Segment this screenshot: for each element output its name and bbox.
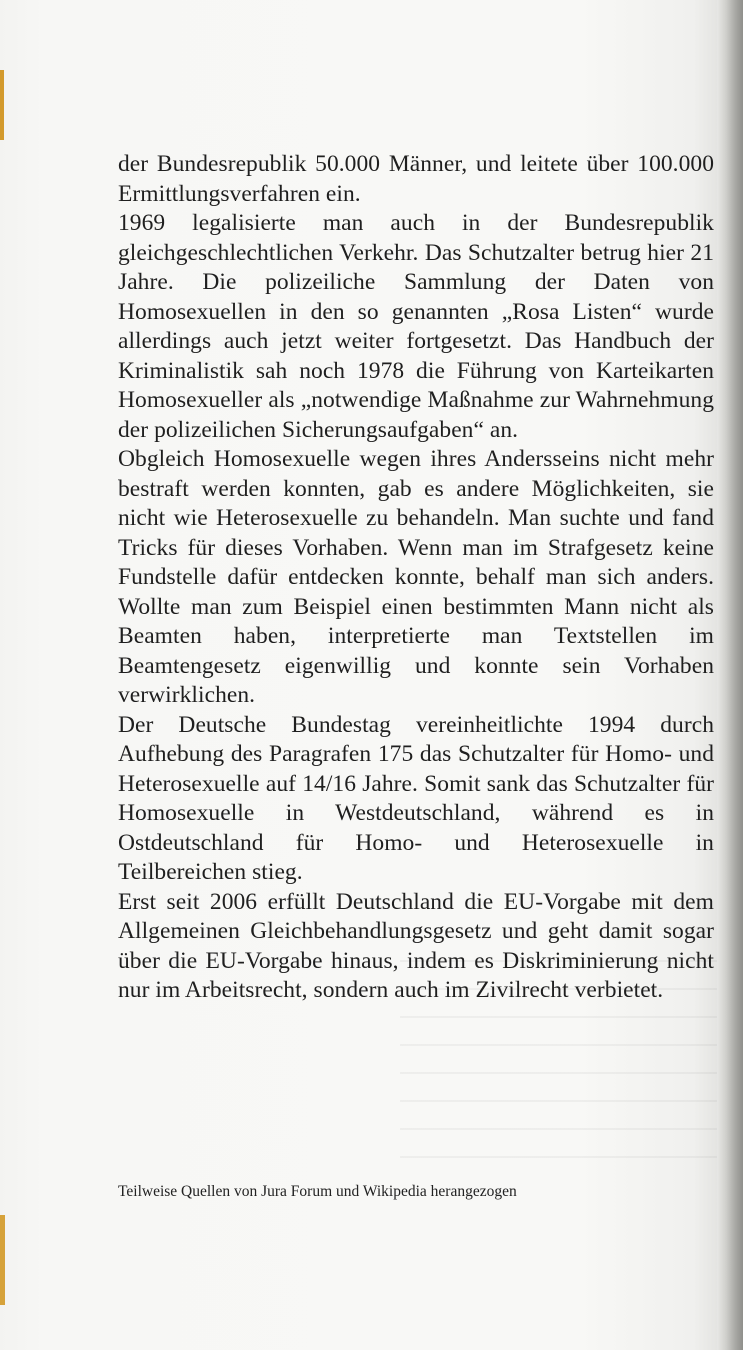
page-edge-left-top [0,70,4,140]
source-note: Teilweise Quellen von Jura Forum und Wikipedia herangezogen [118,1183,517,1200]
paragraph: Obgleich Homosexuelle wegen ihres Andersseins nicht mehr bestraft werden konnten, gab es andere Möglichkeiten, sie nicht wie Heterosexuelle zu behandeln. Man suchte und fand Tricks für dieses Vorhaben. Wenn man im Strafgesetz keine Fundstelle dafür entdecken konnte, behalf man sich anders. Wollte man zum Beispiel einen bestimmten Mann nicht als Beamten haben, interpretierte man Textstellen im Beamtengesetz eigenwillig und konnte sein Vorhaben verwirklichen. [118,446,714,708]
body-text [118,150,714,1006]
paragraph: Der Deutsche Bundestag vereinheitlichte 1994 durch Aufhebung des Paragrafen 175 das Schutzalter für Homo- und Heterosexuelle auf 14/16 Jahre. Somit sank das Schutzalter für Homosexuelle in Westdeutschland, während es in Ostdeutschland für Homo- und Heterosexuelle in Teilbereichen stieg. [118,711,714,885]
page-edge-shadow [717,0,743,1350]
page-edge-left-bottom [0,1215,5,1305]
paragraph: der Bundesrepublik 50.000 Männer, und leitete über 100.000 Ermittlungsverfahren ein. [118,151,714,207]
paragraph: 1969 legalisierte man auch in der Bundesrepublik gleichgeschlechtlichen Verkehr. Das Schutzalter betrug hier 21 Jahre. Die polizeiliche Sammlung der Daten von Homosexuellen in den so genannten „Rosa Listen“ wurde allerdings auch jetzt weiter fortgesetzt. Das Handbuch der Kriminalistik sah noch 1978 die Führung von Karteikarten Homosexueller als „notwendige Maßnahme zur Wahrnehmung der polizeilichen Sicherungsaufgaben“ an. [118,210,714,443]
paragraph: Erst seit 2006 erfüllt Deutschland die EU-Vorgabe mit dem Allgemeinen Gleichbehandlungsgesetz und geht damit sogar über die EU-Vorgabe hinaus, indem es Diskriminierung nicht nur im Arbeitsrecht, sondern auch im Zivilrecht verbietet. [118,888,714,1003]
